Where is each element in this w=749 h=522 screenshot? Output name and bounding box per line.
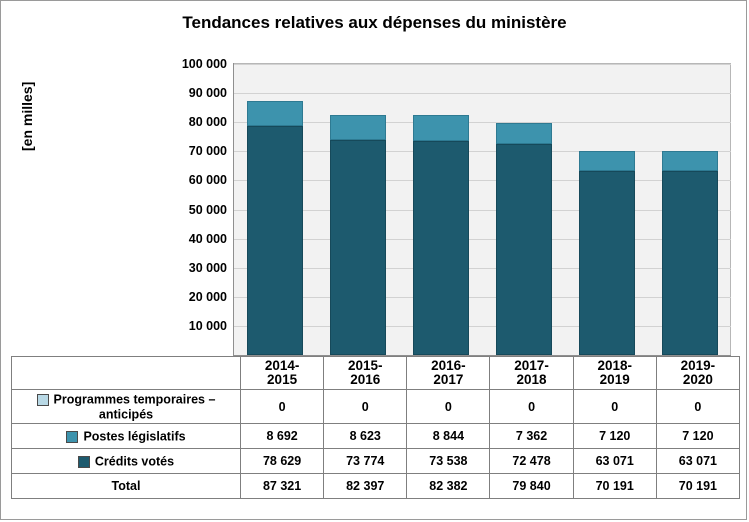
cell-temporaires-1: 0 (324, 390, 407, 424)
y-axis-line (233, 63, 234, 356)
legend-swatch-icon-credits (78, 456, 90, 468)
cell-legislatifs-2: 8 844 (407, 424, 490, 449)
year-header-0 (241, 357, 324, 390)
table-row-years (12, 357, 740, 390)
cell-legislatifs-5: 7 120 (656, 424, 739, 449)
year-line-1: 2019- (680, 358, 716, 373)
bar-segment-legislatifs-3 (496, 123, 552, 144)
year-header-5 (656, 357, 739, 390)
bar-segment-legislatifs-5 (662, 151, 718, 172)
bar-segment-legislatifs-4 (579, 151, 635, 172)
legend-swatch-icon-temporaires (37, 394, 49, 406)
legend-row-label-credits (12, 449, 241, 474)
year-header-3 (490, 357, 573, 390)
cell-temporaires-5: 0 (656, 390, 739, 424)
bar-column-2 (413, 115, 469, 355)
table-corner-cell (12, 357, 241, 390)
bar-segment-legislatifs-0 (247, 101, 303, 126)
bar-segment-credits-5 (662, 171, 718, 355)
y-tick-label-7: 80 000 (188, 115, 227, 130)
legend-row-label-legislatifs (12, 424, 241, 449)
cell-temporaires-3: 0 (490, 390, 573, 424)
year-header-1 (324, 357, 407, 390)
y-tick-label-5: 60 000 (188, 173, 227, 188)
series-name-credits: Crédits votés (94, 454, 175, 469)
cell-temporaires-4: 0 (573, 390, 656, 424)
bar-segment-legislatifs-1 (330, 115, 386, 140)
y-tick-label-9: 100 000 (181, 57, 227, 71)
year-line-2: 2018 (516, 372, 547, 387)
y-tick-label-8: 90 000 (188, 86, 227, 101)
cell-credits-1: 73 774 (324, 449, 407, 474)
cell-total-0: 87 321 (241, 474, 324, 499)
y-tick-label-1: 20 000 (188, 289, 227, 304)
series-name-temporaires: Programmes temporaires – anticipés (53, 392, 216, 422)
bar-segment-credits-1 (330, 140, 386, 355)
cell-total-2: 82 382 (407, 474, 490, 499)
bar-segment-credits-0 (247, 126, 303, 355)
cell-legislatifs-1: 8 623 (324, 424, 407, 449)
year-line-2: 2020 (682, 372, 713, 387)
year-line-2: 2016 (350, 372, 381, 387)
year-header-4 (573, 357, 656, 390)
legend-row-label-temporaires (12, 390, 241, 424)
year-line-1: 2017- (514, 358, 549, 373)
year-line-2: 2015 (267, 372, 298, 387)
cell-legislatifs-3: 7 362 (490, 424, 573, 449)
bar-column-1 (330, 115, 386, 355)
cell-temporaires-2: 0 (407, 390, 490, 424)
cell-total-3: 79 840 (490, 474, 573, 499)
year-line-1: 2015- (347, 358, 383, 373)
plot-area (181, 57, 731, 356)
data-table (11, 356, 740, 499)
cell-total-4: 70 191 (573, 474, 656, 499)
bar-column-4 (579, 151, 635, 355)
cell-credits-3: 72 478 (490, 449, 573, 474)
table-row-temporaires (12, 390, 740, 424)
y-tick-label-3: 40 000 (188, 231, 227, 246)
table-row-total (12, 474, 740, 499)
bar-column-3 (496, 123, 552, 355)
table-row-legislatifs (12, 424, 740, 449)
y-tick-label-4: 50 000 (188, 202, 227, 217)
bar-segment-credits-3 (496, 144, 552, 355)
bar-segment-credits-4 (579, 171, 635, 355)
series-name-legislatifs: Postes législatifs (83, 429, 186, 444)
year-line-1: 2014- (264, 358, 300, 373)
year-line-1: 2018- (597, 358, 632, 373)
cell-total-5: 70 191 (656, 474, 739, 499)
y-tick-label-0: 10 000 (188, 318, 227, 333)
cell-temporaires-0: 0 (241, 390, 324, 424)
bar-column-0 (247, 101, 303, 355)
legend-swatch-icon-legislatifs (66, 431, 78, 443)
cell-credits-2: 73 538 (407, 449, 490, 474)
cell-credits-4: 63 071 (573, 449, 656, 474)
y-tick-label-2: 30 000 (188, 260, 227, 275)
chart-title: Tendances relatives aux dépenses du ministère (182, 13, 567, 32)
bar-segment-credits-2 (413, 141, 469, 355)
year-line-2: 2017 (433, 372, 464, 387)
year-line-1: 2016- (431, 358, 466, 373)
bar-segment-legislatifs-2 (413, 115, 469, 141)
table-row-credits (12, 449, 740, 474)
cell-credits-0: 78 629 (241, 449, 324, 474)
bar-series-group (233, 63, 731, 356)
cell-legislatifs-4: 7 120 (573, 424, 656, 449)
bar-column-5 (662, 151, 718, 355)
total-row-label: Total (12, 474, 241, 499)
year-line-2: 2019 (599, 372, 630, 387)
cell-legislatifs-0: 8 692 (241, 424, 324, 449)
year-header-2 (407, 357, 490, 390)
cell-total-1: 82 397 (324, 474, 407, 499)
y-tick-label-6: 70 000 (188, 144, 227, 159)
cell-credits-5: 63 071 (656, 449, 739, 474)
y-axis-label: [en milles] (19, 81, 35, 151)
